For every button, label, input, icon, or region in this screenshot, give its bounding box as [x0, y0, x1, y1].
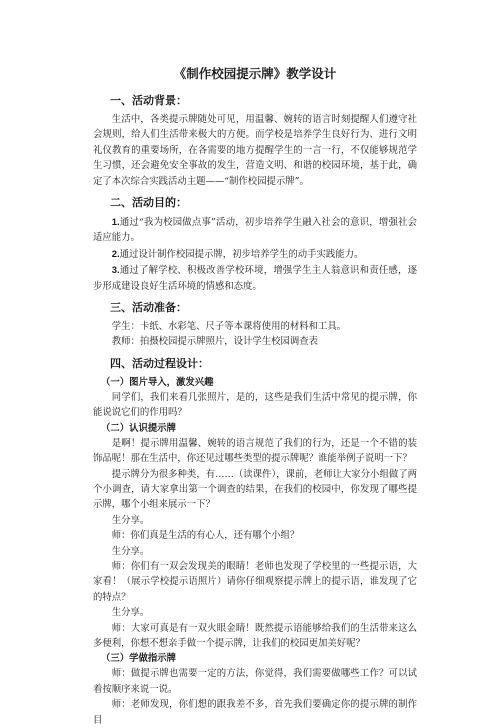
section-heading-purpose: 二、活动目的： — [110, 196, 187, 210]
purpose-item-number: 2. — [111, 247, 120, 259]
intro-paragraph: 同学们，我们来看几张照片，是的，这些是我们生活中常见的提示牌，你能说说它们的作用吗？ — [93, 391, 417, 419]
make-sign-paragraph: 师：做提示牌也需要一定的方法，你觉得，我们需要做哪些工作？可以试着按顺序来说一说。 — [93, 668, 417, 695]
section-heading-background: 一、活动背景： — [110, 94, 187, 107]
recognize-paragraph: 是啊！提示牌用温馨、婉转的语言规范了我们的行为，还是一个不错的装饰品呢！那在生活中，你还见过哪些类型的提示牌呢？谁能举例子说明一下？ — [93, 437, 417, 465]
subheading-make-sign: （三）学做指示牌 — [101, 653, 177, 665]
document-title: 《制作校园提示牌》教学设计 — [173, 66, 337, 81]
recognize-paragraph: 师：你们有一双会发现美的眼睛！老师也发现了学校里的一些提示语，大家看！（展示学校提示语照片）请你仔细观察提示牌上的提示语，谁发现了它的特点？ — [93, 560, 417, 603]
purpose-item-text: 通过“我为校园做点事”活动，初步培养学生融入社会的意识，增强社会适应能力。 — [93, 217, 417, 244]
purpose-item-2 — [93, 246, 417, 262]
recognize-paragraph: 生分享。 — [111, 514, 150, 526]
preparation-students: 学生：卡纸、水彩笔、尺子等本课将使用的材料和工具。 — [111, 321, 347, 333]
purpose-item-text: 通过了解学校、积极改善学校环境，增强学生主人翁意识和责任感，逐步形成建设良好生活环境的情感和态度。 — [93, 265, 417, 292]
subheading-recognize: （二）认识提示牌 — [101, 422, 177, 434]
section-heading-preparation: 三、活动准备： — [110, 301, 187, 315]
recognize-paragraph: 师：你们真是生活的有心人，还有哪个小组？ — [111, 530, 300, 542]
purpose-item-3 — [93, 262, 417, 294]
recognize-paragraph: 师：大家可真是有一双火眼金睛！既然提示语能够给我们的生活带来这么多便利，你想不想亲手做一个提示牌，让我们的校园更加美好呢？ — [93, 622, 417, 649]
background-paragraph: 生活中，各类提示牌随处可见，用温馨、婉转的语言时刻提醒人们遵守社会规则，给人们生活带来极大的方便。而学校是培养学生良好行为、进行文明礼仪教育的重要场所，在各需要的地方提醒学生的一言一行，不仅能够规范学生习惯，还会避免安全事故的发生，营造文明、和谐的校园环境，基于此，确定了本次综合实践活动主题——“制作校园提示牌”。 — [93, 114, 417, 187]
preparation-teacher: 教师：拍摄校园提示牌照片，设计学生校园调查表 — [111, 336, 319, 348]
recognize-paragraph: 提示牌分为很多种类，有……（读课件），课前，老师让大家分小组做了两个小调查，请大家拿出第一个调查的结果，在我们的校园中，你发现了哪些提示牌，哪个小组来展示一下？ — [93, 468, 417, 511]
subheading-intro: （一）图片导入，激发兴趣 — [101, 376, 214, 388]
purpose-item-number: 3. — [111, 264, 120, 276]
purpose-item-number: 1. — [111, 216, 120, 228]
section-heading-process: 四、活动过程设计： — [110, 356, 209, 370]
make-sign-paragraph: 师：老师发现，你们想的跟我差不多，首先我们要确定你的提示牌的制作目 — [93, 699, 417, 726]
recognize-paragraph: 生分享。 — [111, 607, 150, 619]
purpose-item-text: 通过设计制作校园提示牌，初步培养学生的动手实践能力。 — [119, 248, 364, 260]
recognize-paragraph: 生分享。 — [111, 545, 150, 557]
purpose-item-1 — [93, 214, 417, 246]
